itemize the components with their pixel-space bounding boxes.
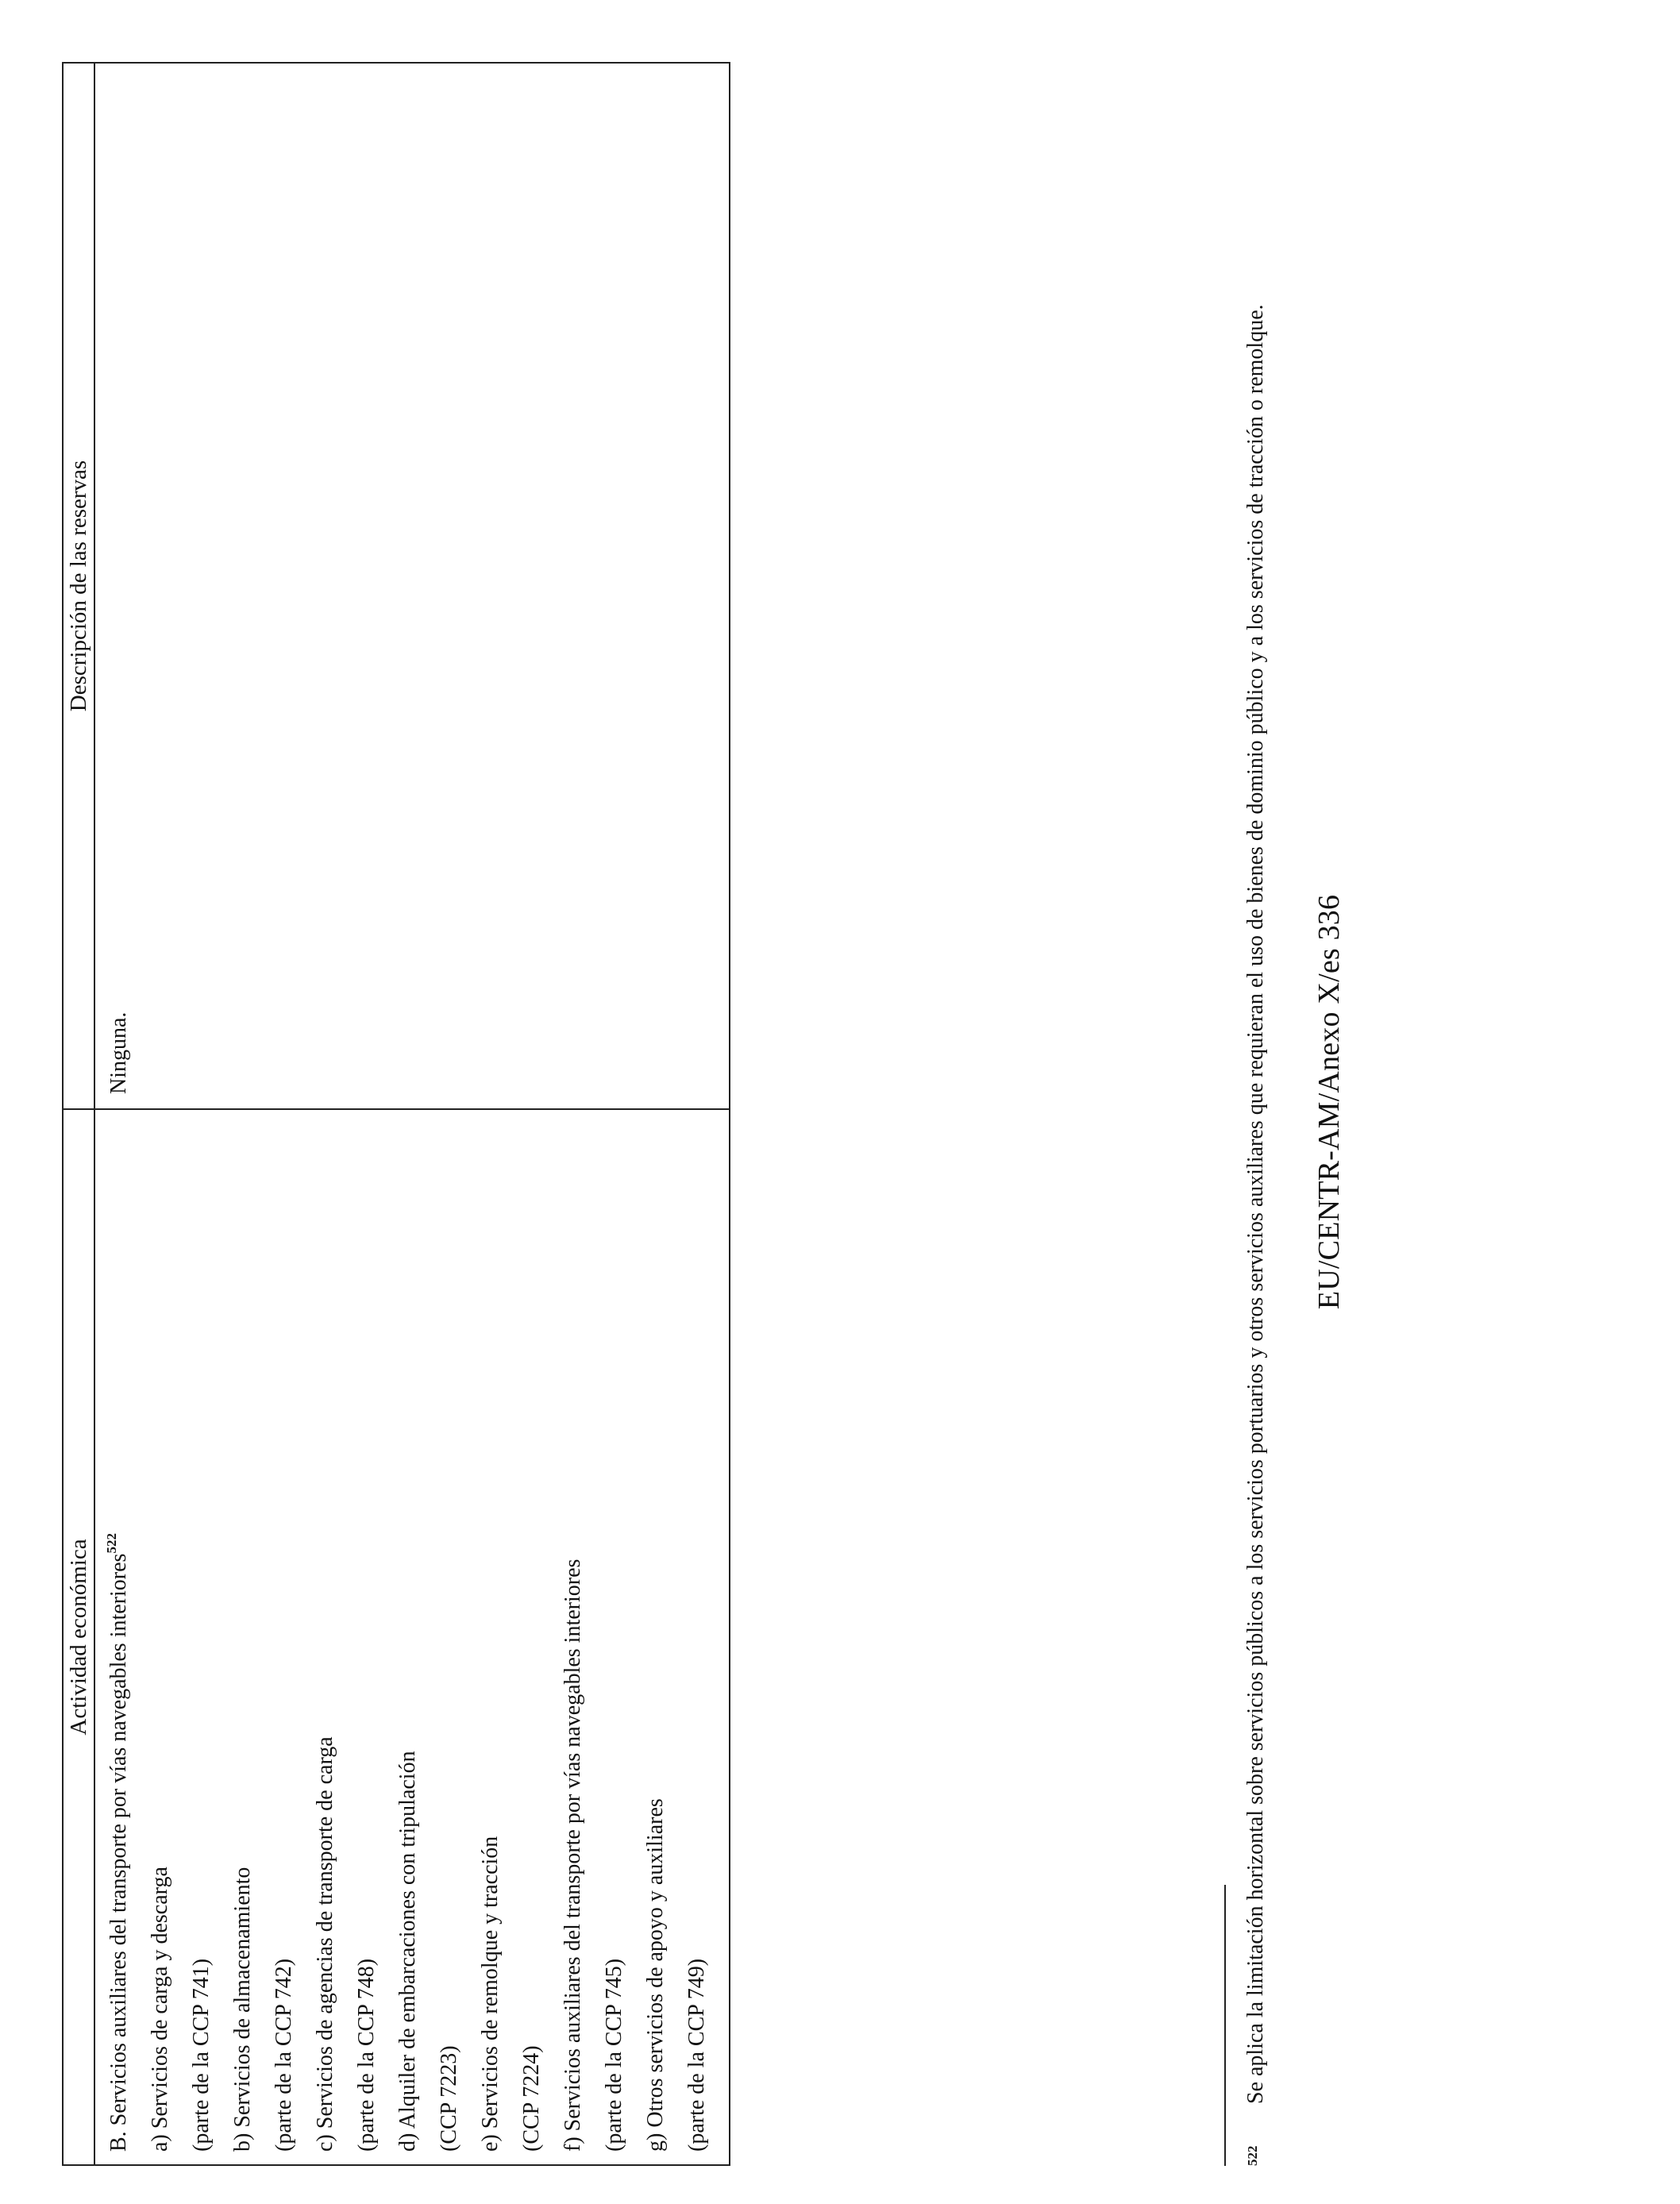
activity-line: a) Servicios de carga y descarga [148,1867,172,2152]
activity-heading [98,1121,140,2152]
activity-cell [94,1109,730,2165]
table-row [94,63,730,2165]
activity-line: (CCP 7224) [519,2045,544,2152]
activity-line: (parte de la CCP 742) [272,1958,296,2152]
activity-line: (parte de la CCP 748) [354,1958,379,2152]
footnote [1243,133,1269,2166]
header-activity: Actividad económica [63,1109,94,2165]
page-label: EU/CENTR-AM/Anexo X/es 336 [1312,894,1346,1310]
description-text: Ninguna. [106,1011,131,1094]
activity-line: b) Servicios de almacenamiento [230,1867,255,2152]
footnote-reference: 522 [104,1533,119,1554]
activity-heading-text: B. Servicios auxiliares del transporte por vías navegables interiores [106,1553,131,2152]
activity-line: f) Servicios auxiliares del transporte por vías navegables interiores [561,1559,585,2152]
activity-line: g) Otros servicios de apoyo y auxiliares [643,1798,668,2152]
activity-line: c) Servicios de agencias de transporte de carga [313,1736,337,2152]
activity-line: d) Alquiler de embarcaciones con tripulación [395,1751,420,2152]
footnote-divider [1224,1885,1226,2166]
header-description: Descripción de las reservas [63,63,94,1109]
description-cell [94,63,730,1109]
activity-line: (parte de la CCP 749) [684,1958,709,2152]
footnote-text: Se aplica la limitación horizontal sobre servicios públicos a los servicios portuarios y otros servicios auxiliares que requieran el uso de bienes de dominio público y a los servicios de tracción o remolque. [1243,304,1268,2104]
activity-line: e) Servicios de remolque y tracción [478,1836,503,2152]
reservations-table [62,62,730,2166]
activity-line: (parte de la CCP 745) [602,1958,626,2152]
activity-line: (CCP 7223) [437,2045,461,2152]
activity-line: (parte de la CCP 741) [189,1958,214,2152]
table-header-row [63,63,94,2165]
footnote-number: 522 [1245,2145,1260,2166]
